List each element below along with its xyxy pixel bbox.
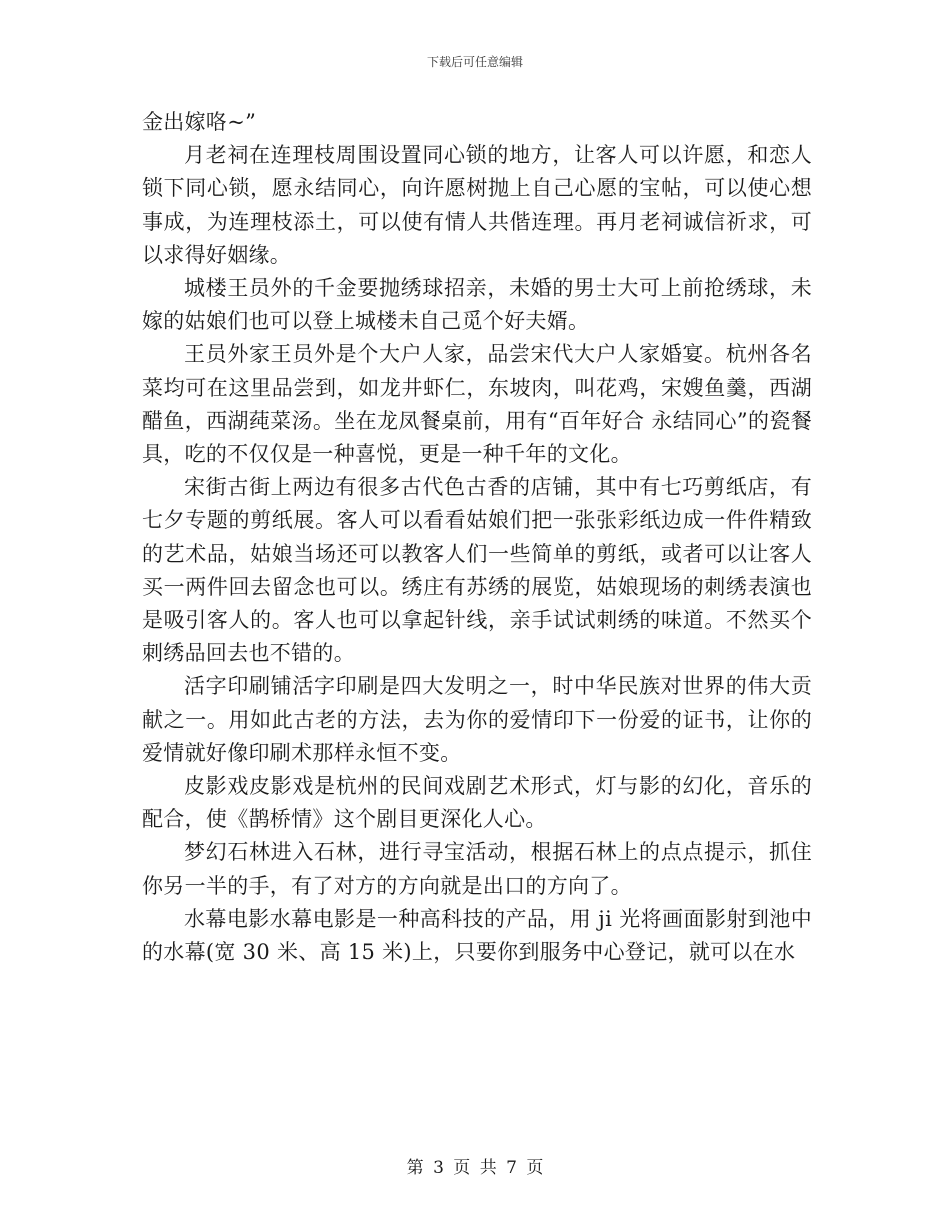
- page-header: 下载后可任意编辑: [426, 55, 523, 69]
- paragraph-movable-type: 活字印刷铺活字印刷是四大发明之一，时中华民族对世界的伟大贡献之一。用如此古老的方法，去为你的爱情印下一份爱的证书，让你的爱情就好像印刷术那样永恒不变。: [142, 674, 812, 765]
- page-number-footer: 第 3 页 共 7 页: [406, 1158, 544, 1178]
- paragraph-yuelao-temple: 月老祠在连理枝周围设置同心锁的地方，让客人可以许愿，和恋人锁下同心锁，愿永结同心，向许愿树抛上自己心愿的宝帖，可以使心想事成，为连理枝添土，可以使有情人共偕连理。再月老祠诚信祈求，可以求得好姻缘。: [142, 143, 812, 267]
- paragraph-continuation: 金出嫁咯~”: [142, 110, 257, 134]
- paragraph-stone-forest: 梦幻石林进入石林，进行寻宝活动，根据石林上的点点提示，抓住你另一半的手，有了对方的方向就是出口的方向了。: [142, 840, 812, 898]
- paragraph-wang-family: 王员外家王员外是个大户人家，品尝宋代大户人家婚宴。杭州各名菜均可在这里品尝到，如龙井虾仁，东坡肉，叫花鸡，宋嫂鱼羹，西湖醋鱼，西湖莼菜汤。坐在龙凤餐桌前，用有“百年好合 永结同心”的瓷餐具，吃的不仅仅是一种喜悦，更是一种千年的文化。: [142, 342, 812, 467]
- paragraph-water-screen: 水幕电影水幕电影是一种高科技的产品，用 ji 光将画面影射到池中的水幕(宽 30 米、高 15 米)上，只要你到服务中心登记，就可以在水: [142, 906, 812, 965]
- paragraph-city-tower: 城楼王员外的千金要抛绣球招亲，未婚的男士大可上前抢绣球，未嫁的姑娘们也可以登上城楼未自己觅个好夫婿。: [142, 276, 812, 334]
- document-body: [142, 106, 812, 969]
- paragraph-song-street: 宋街古街上两边有很多古代色古香的店铺，其中有七巧剪纸店，有七夕专题的剪纸展。客人可以看看姑娘们把一张张彩纸边成一件件精致的艺术品，姑娘当场还可以教客人们一些简单的剪纸，或者可以让客人买一两件回去留念也可以。绣庄有苏绣的展览，姑娘现场的刺绣表演也是吸引客人的。客人也可以拿起针线，亲手试试刺绣的味道。不然买个刺绣品回去也不错的。: [142, 475, 812, 666]
- paragraph-shadow-play: 皮影戏皮影戏是杭州的民间戏剧艺术形式，灯与影的幻化，音乐的配合，使《鹊桥情》这个剧目更深化人心。: [142, 774, 812, 832]
